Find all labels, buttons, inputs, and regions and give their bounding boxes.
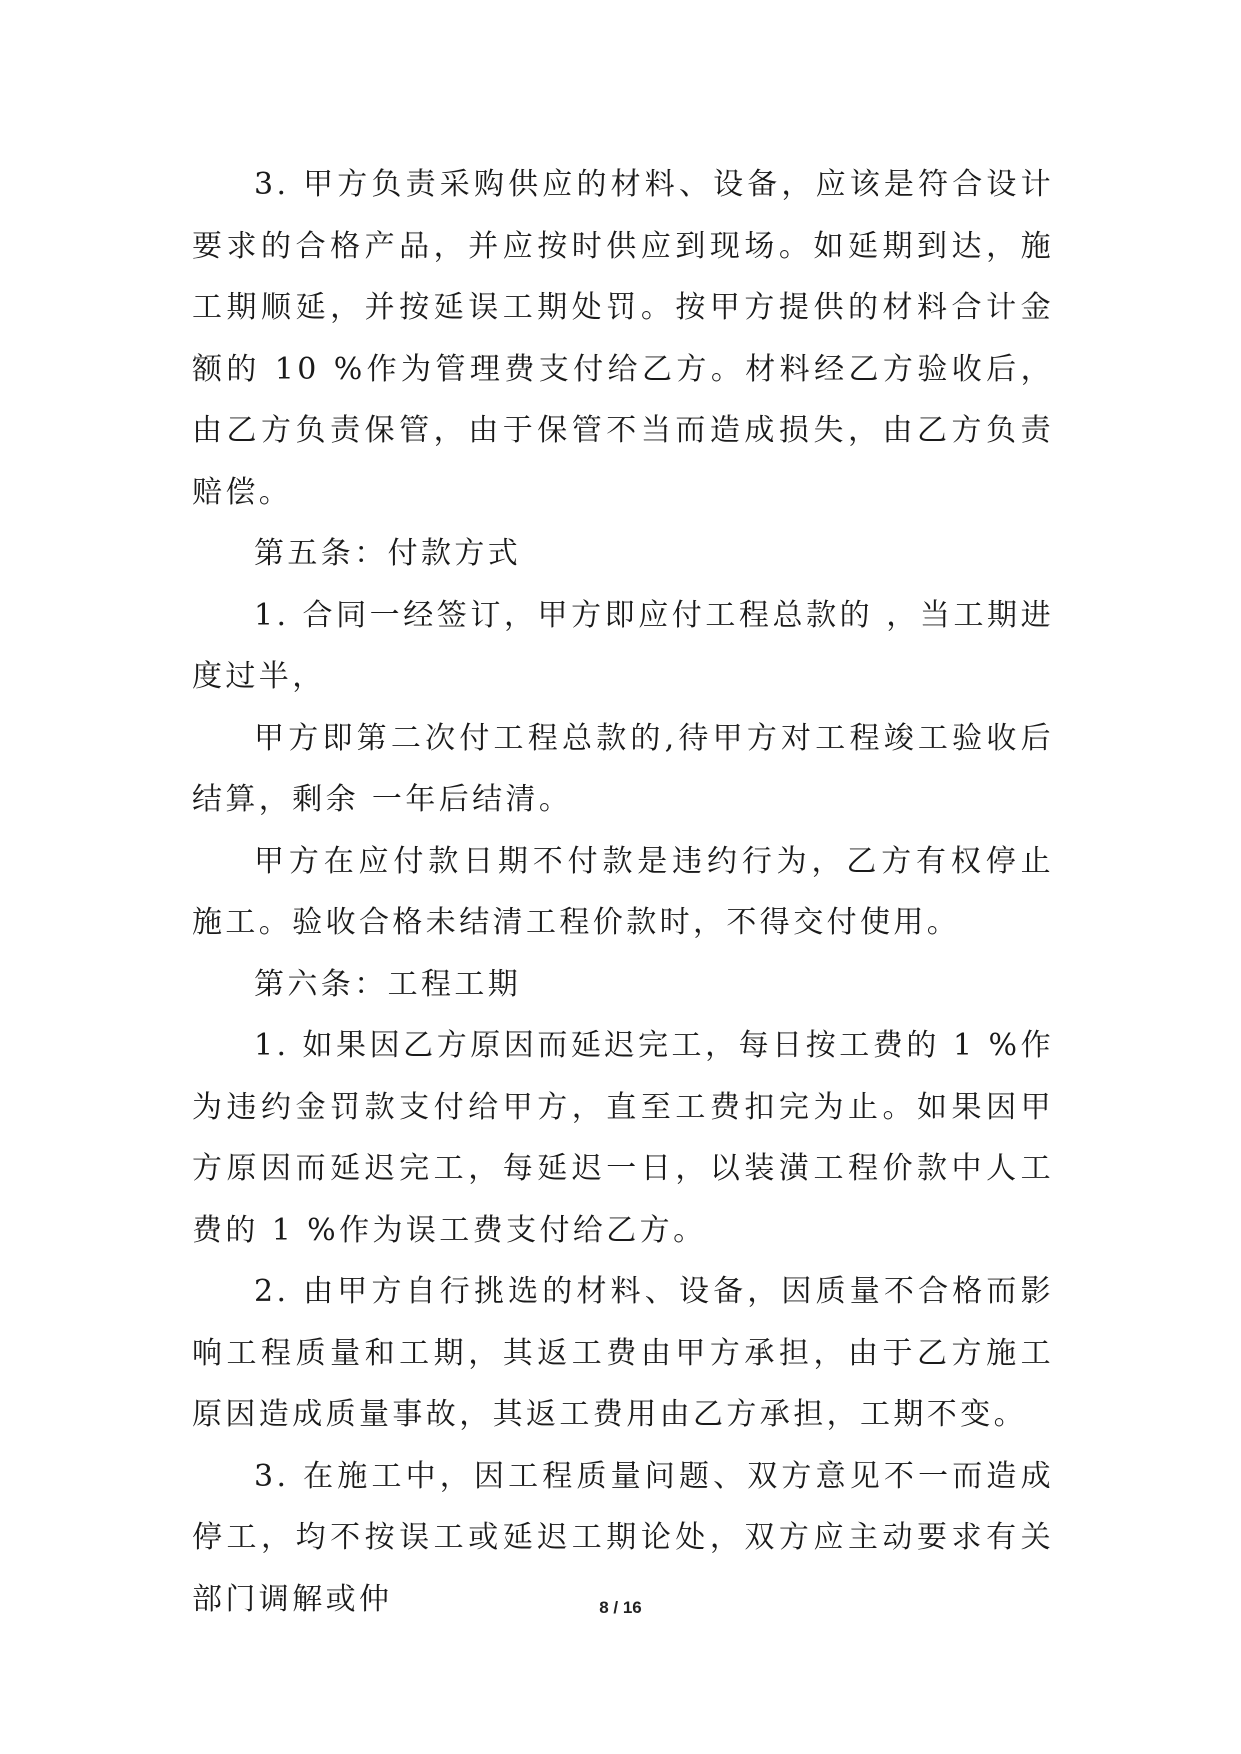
paragraph-payment-clause-1: 1. 合同一经签订，甲方即应付工程总款的 ，当工期进度过半，	[192, 597, 1054, 694]
heading-article-6-schedule: 第六条：工程工期	[254, 966, 522, 1002]
heading-article-5-payment: 第五条：付款方式	[254, 536, 522, 571]
document-body	[192, 154, 1054, 1630]
paragraph-payment-default: 甲方在应付款日期不付款是违约行为，乙方有权停止施工。验收合格未结清工程价款时，不得交付使用。	[192, 843, 1054, 940]
paragraph-clause-3-materials: 3. 甲方负责采购供应的材料、设备，应该是符合设计要求的合格产品，并应按时供应到现场。如延期到达，施工期顺延，并按延误工期处罚。按甲方提供的材料合计金额的 10 %作为管理费支付给乙方。材料经乙方验收后，由乙方负责保管，由于保管不当而造成损失，由乙方负责赔偿。	[192, 167, 1054, 510]
paragraph-schedule-clause-3: 3. 在施工中，因工程质量问题、双方意见不一而造成停工，均不按误工或延迟工期论处，双方应主动要求有关部门调解或仲	[192, 1458, 1054, 1617]
page-number: 8 / 16	[599, 1598, 642, 1617]
paragraph-schedule-clause-2: 2. 由甲方自行挑选的材料、设备，因质量不合格而影响工程质量和工期，其返工费由甲方承担，由于乙方施工原因造成质量事故，其返工费用由乙方承担，工期不变。	[192, 1274, 1054, 1432]
paragraph-payment-second-installment: 甲方即第二次付工程总款的,待甲方对工程竣工验收后结算，剩余 一年后结清。	[192, 720, 1054, 817]
paragraph-schedule-clause-1: 1. 如果因乙方原因而延迟完工，每日按工费的 1 %作为违约金罚款支付给甲方，直至工费扣完为止。如果因甲方原因而延迟完工，每延迟一日，以装潢工程价款中人工费的 1 %作为误工费支付给乙方。	[192, 1028, 1054, 1248]
